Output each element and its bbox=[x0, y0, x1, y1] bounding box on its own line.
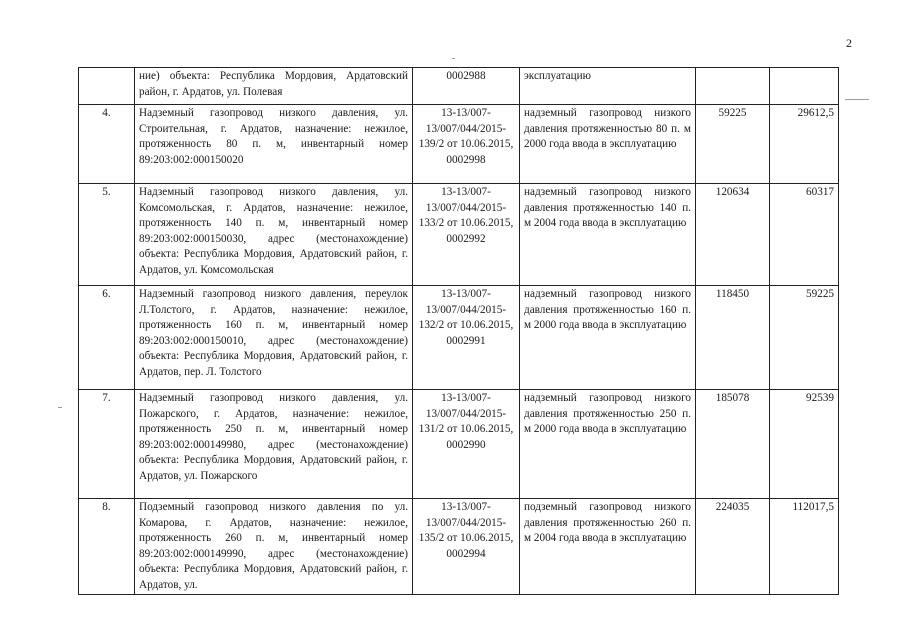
table-row bbox=[79, 286, 839, 390]
scan-artifact bbox=[452, 58, 455, 59]
row-number: 8. bbox=[79, 499, 135, 595]
object-description: ние) объекта: Республика Мордовия, Ардатовский район, г. Ардатов, ул. Полевая bbox=[135, 68, 413, 105]
object-description: Надземный газопровод низкого давления, ул. Комсомольская, г. Ардатов, назначение: нежилое, протяженность 140 п. м, инвентарный номер 89:203:002:000150030, адрес (местонахождение) объекта: Республика Мордовия, Ардатовский район, г. Ардатов, ул. Комсомольская bbox=[135, 184, 413, 286]
page-number: 2 bbox=[846, 36, 853, 50]
value-column-2 bbox=[770, 68, 839, 105]
row-number: 7. bbox=[79, 390, 135, 499]
object-characteristics: эксплуатацию bbox=[520, 68, 696, 105]
table-row bbox=[79, 184, 839, 286]
row-number bbox=[79, 68, 135, 105]
table-row bbox=[79, 105, 839, 184]
scan-artifact bbox=[845, 99, 869, 100]
row-number: 5. bbox=[79, 184, 135, 286]
table-row bbox=[79, 499, 839, 595]
row-number: 4. bbox=[79, 105, 135, 184]
value-column-2: 29612,5 bbox=[770, 105, 839, 184]
value-column-1: 185078 bbox=[696, 390, 770, 499]
object-characteristics: надземный газопровод низкого давления протяженностью 160 п. м 2000 года ввода в эксплуатацию bbox=[520, 286, 696, 390]
object-description: Надземный газопровод низкого давления, ул. Пожарского, г. Ардатов, назначение: нежилое, протяженность 250 п. м, инвентарный номер 89:203:002:000149980, адрес (местонахождение) объекта: Республика Мордовия, Ардатовский район, г. Ардатов, ул. Пожарского bbox=[135, 390, 413, 499]
object-description: Надземный газопровод низкого давления, переулок Л.Толстого, г. Ардатов, назначение: нежилое, протяженность 160 п. м, инвентарный номер 89:203:002:000150010, адрес (местонахождение) объекта: Республика Мордовия, Ардатовский район, г. Ардатов, пер. Л. Толстого bbox=[135, 286, 413, 390]
value-column-1: 118450 bbox=[696, 286, 770, 390]
object-description: Подземный газопровод низкого давления по ул. Комарова, г. Ардатов, назначение: нежилое, протяженность 260 п. м, инвентарный номер 89:203:002:000149990, адрес (местонахождение) объекта: Республика Мордовия, Ардатовский район, г. Ардатов, ул. bbox=[135, 499, 413, 595]
value-column-1: 224035 bbox=[696, 499, 770, 595]
object-description: Надземный газопровод низкого давления, ул. Строительная, г. Ардатов, назначение: нежилое, протяженность 80 п. м, инвентарный номер 89:203:002:000150020 bbox=[135, 105, 413, 184]
object-characteristics: надземный газопровод низкого давления протяженностью 250 п. м 2000 года ввода в эксплуатацию bbox=[520, 390, 696, 499]
object-characteristics: надземный газопровод низкого давления протяженностью 80 п. м 2000 года ввода в эксплуатацию bbox=[520, 105, 696, 184]
value-column-2: 59225 bbox=[770, 286, 839, 390]
registration-record: 13-13/007-13/007/044/2015-132/2 от 10.06.2015, 0002991 bbox=[413, 286, 520, 390]
registration-record: 13-13/007-13/007/044/2015-139/2 от 10.06.2015, 0002998 bbox=[413, 105, 520, 184]
object-characteristics: подземный газопровод низкого давления протяженностью 260 п. м 2004 года ввода в эксплуатацию bbox=[520, 499, 696, 595]
property-registry-table bbox=[78, 67, 839, 595]
value-column-1: 59225 bbox=[696, 105, 770, 184]
value-column-1 bbox=[696, 68, 770, 105]
scan-artifact bbox=[58, 407, 62, 408]
registration-record: 13-13/007-13/007/044/2015-133/2 от 10.06.2015, 0002992 bbox=[413, 184, 520, 286]
registration-record: 0002988 bbox=[413, 68, 520, 105]
table-row bbox=[79, 390, 839, 499]
registration-record: 13-13/007-13/007/044/2015-135/2 от 10.06.2015, 0002994 bbox=[413, 499, 520, 595]
table-row bbox=[79, 68, 839, 105]
value-column-2: 60317 bbox=[770, 184, 839, 286]
value-column-2: 112017,5 bbox=[770, 499, 839, 595]
object-characteristics: надземный газопровод низкого давления протяженностью 140 п. м 2004 года ввода в эксплуатацию bbox=[520, 184, 696, 286]
registration-record: 13-13/007-13/007/044/2015-131/2 от 10.06.2015, 0002990 bbox=[413, 390, 520, 499]
row-number: 6. bbox=[79, 286, 135, 390]
value-column-2: 92539 bbox=[770, 390, 839, 499]
value-column-1: 120634 bbox=[696, 184, 770, 286]
